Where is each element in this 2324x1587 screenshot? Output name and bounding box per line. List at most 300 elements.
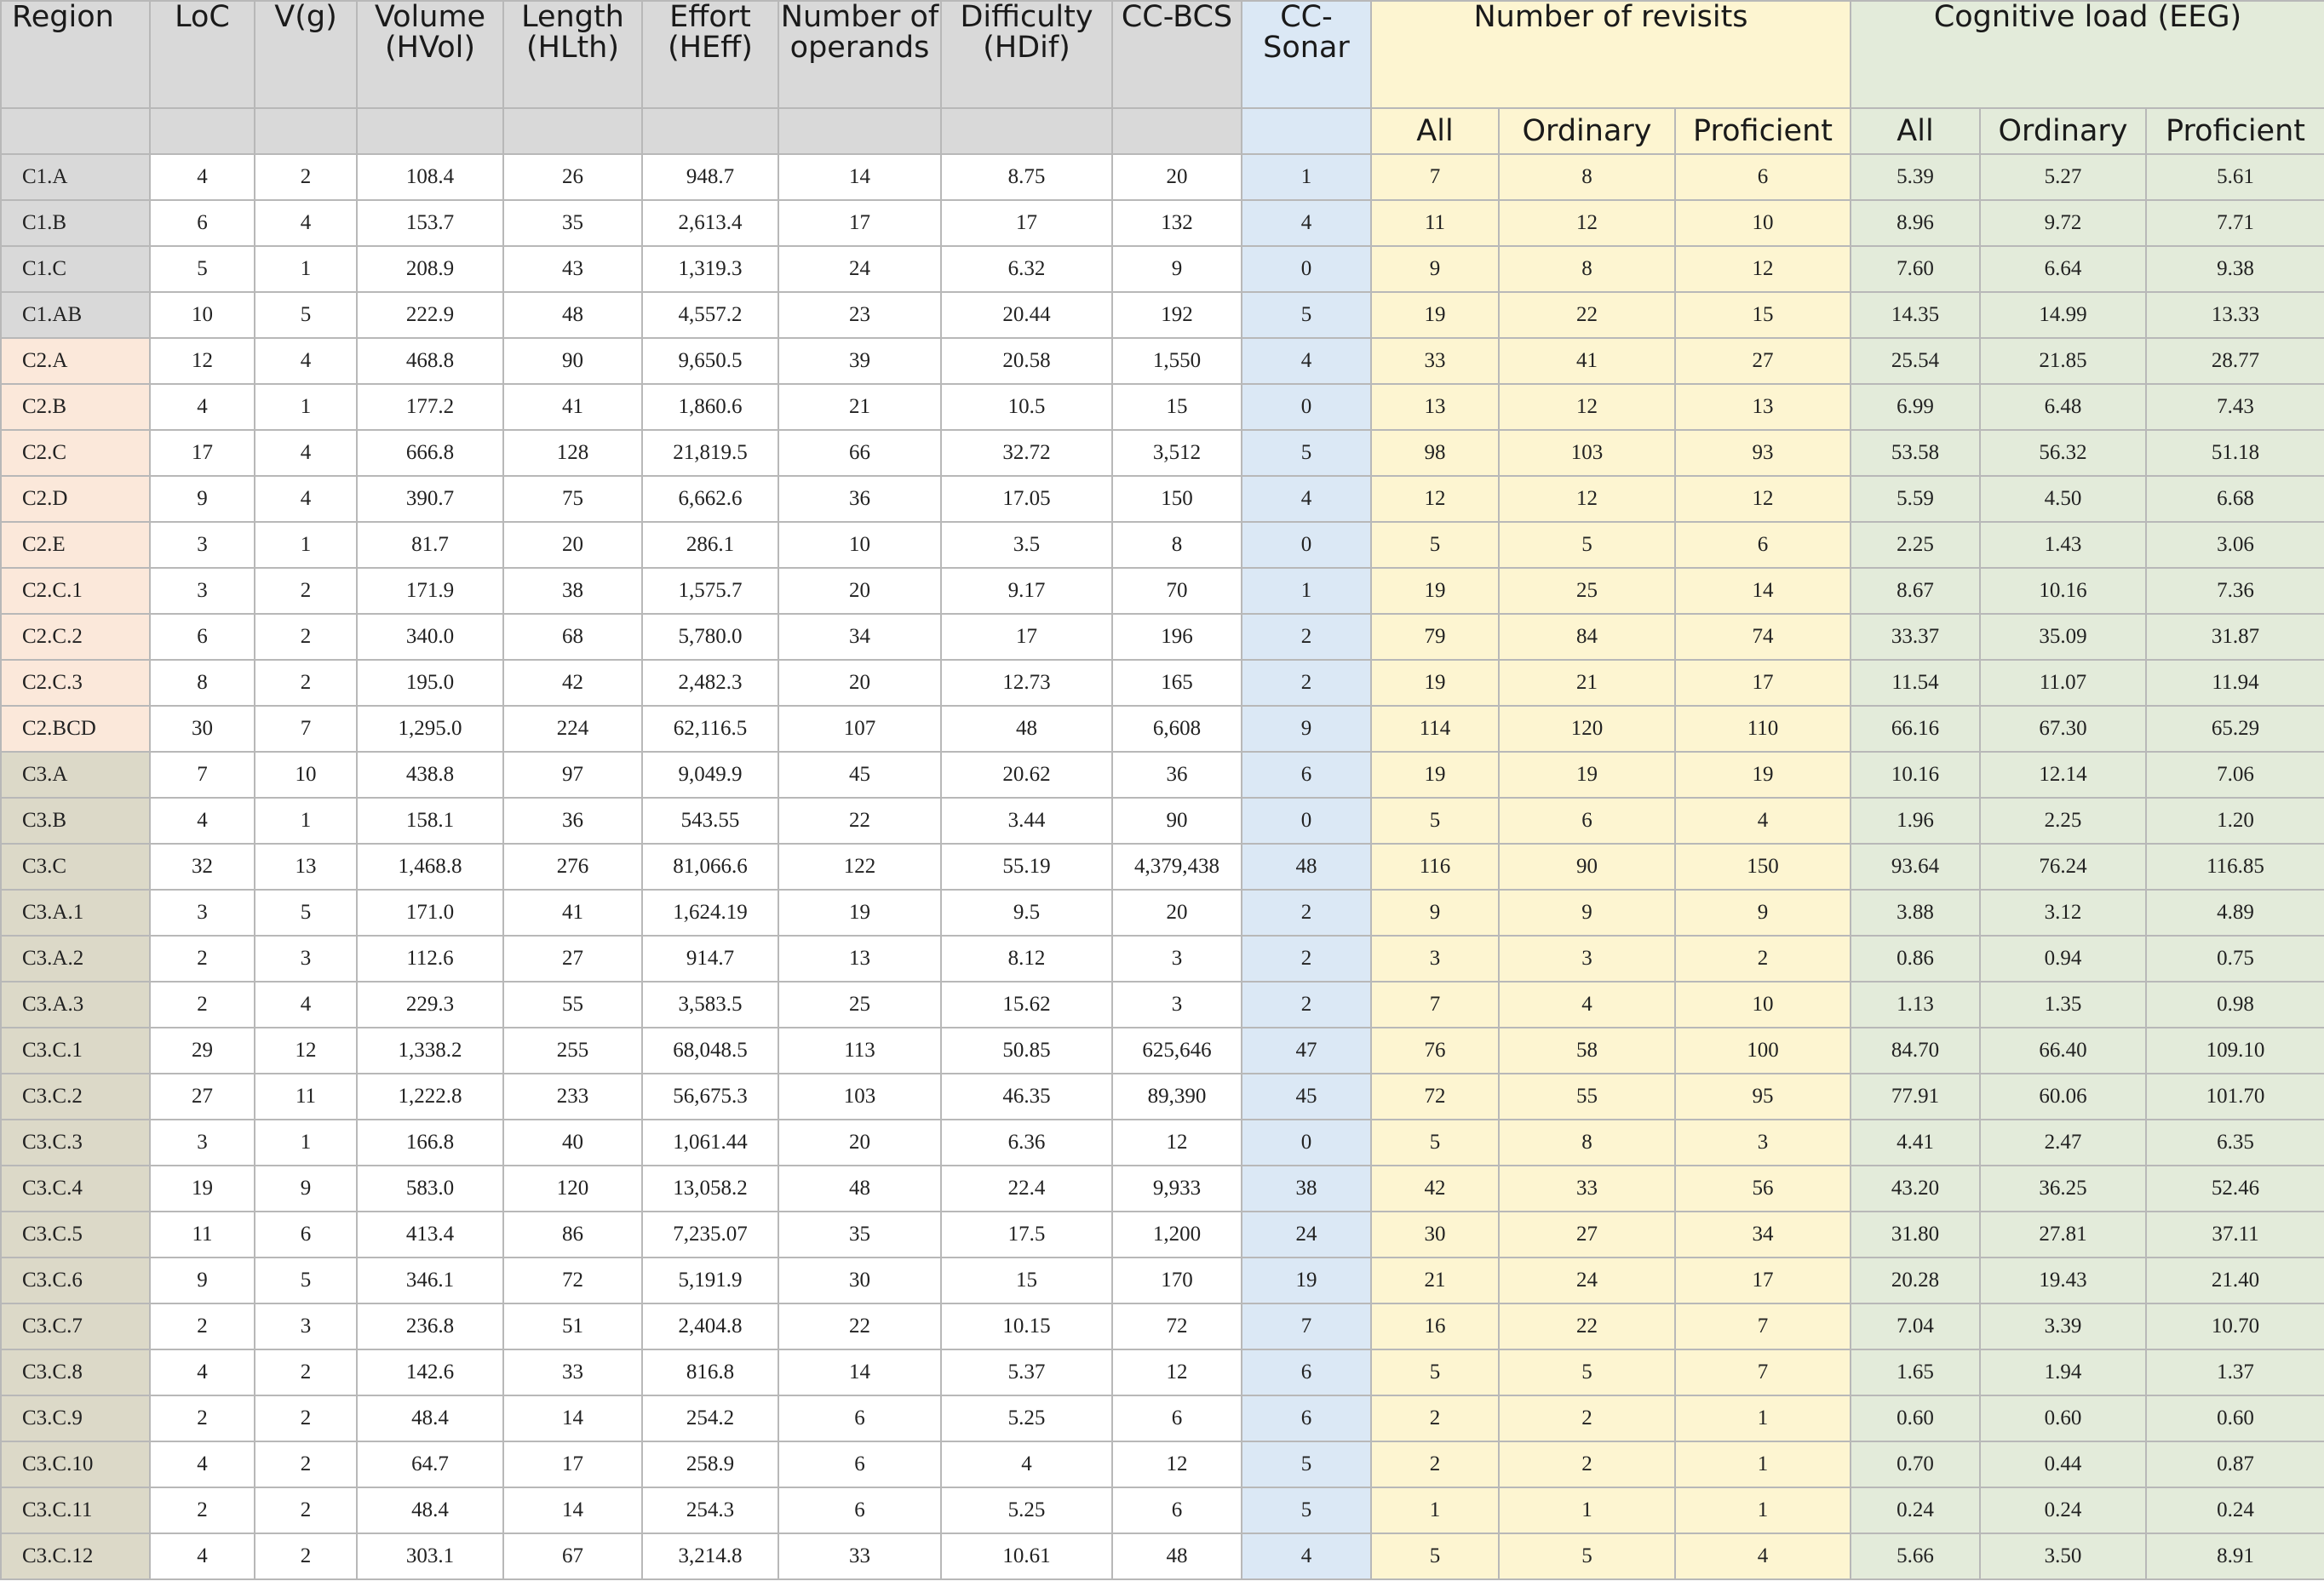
cell-eeg-all: 5.66	[1851, 1533, 1980, 1579]
cell-revisits-proficient: 6	[1675, 522, 1851, 568]
cell-effort: 1,575.7	[642, 568, 778, 614]
cell-length: 38	[503, 568, 642, 614]
cell-length: 128	[503, 430, 642, 476]
table-row	[1, 1074, 2324, 1120]
cell-loc: 4	[150, 798, 255, 844]
table-row	[1, 752, 2324, 798]
cell-revisits-all: 16	[1371, 1303, 1499, 1349]
cell-region: C3.A	[1, 752, 150, 798]
cell-revisits-all: 3	[1371, 936, 1499, 982]
subheader-eeg-ordinary: Ordinary	[1980, 108, 2146, 154]
cell-cc-sonar: 19	[1242, 1258, 1371, 1303]
cell-eeg-all: 93.64	[1851, 844, 1980, 890]
col-header-cc-bcs: CC-BCS	[1112, 1, 1242, 108]
cell-length: 20	[503, 522, 642, 568]
cell-eeg-proficient: 13.33	[2146, 292, 2324, 338]
cell-effort: 2,404.8	[642, 1303, 778, 1349]
col-header-effort: Effort (HEff)	[642, 1, 778, 108]
cell-revisits-all: 19	[1371, 568, 1499, 614]
table-row	[1, 1303, 2324, 1349]
cell-operands: 22	[778, 798, 941, 844]
cell-effort: 13,058.2	[642, 1166, 778, 1212]
cell-loc: 3	[150, 568, 255, 614]
cell-revisits-all: 19	[1371, 660, 1499, 706]
cell-operands: 14	[778, 154, 941, 200]
cell-revisits-all: 7	[1371, 154, 1499, 200]
table-row	[1, 476, 2324, 522]
cell-eeg-ordinary: 11.07	[1980, 660, 2146, 706]
cell-revisits-proficient: 12	[1675, 246, 1851, 292]
cell-volume: 112.6	[357, 936, 503, 982]
cell-effort: 254.3	[642, 1487, 778, 1533]
cell-vg: 1	[255, 384, 357, 430]
cell-volume: 1,222.8	[357, 1074, 503, 1120]
cell-eeg-ordinary: 19.43	[1980, 1258, 2146, 1303]
cell-region: C2.C.3	[1, 660, 150, 706]
cell-eeg-proficient: 0.75	[2146, 936, 2324, 982]
cell-difficulty: 9.5	[941, 890, 1112, 936]
cell-eeg-proficient: 116.85	[2146, 844, 2324, 890]
cell-vg: 4	[255, 982, 357, 1028]
cell-eeg-all: 20.28	[1851, 1258, 1980, 1303]
cell-operands: 19	[778, 890, 941, 936]
cell-eeg-all: 7.04	[1851, 1303, 1980, 1349]
cell-revisits-ordinary: 120	[1499, 706, 1675, 752]
cell-length: 255	[503, 1028, 642, 1074]
cell-revisits-proficient: 1	[1675, 1441, 1851, 1487]
cell-region: C3.C.12	[1, 1533, 150, 1579]
table-row	[1, 798, 2324, 844]
cell-eeg-proficient: 7.71	[2146, 200, 2324, 246]
cell-revisits-all: 5	[1371, 798, 1499, 844]
cell-cc-sonar: 4	[1242, 476, 1371, 522]
cell-vg: 2	[255, 1395, 357, 1441]
cell-difficulty: 6.36	[941, 1120, 1112, 1166]
cell-cc-bcs: 3	[1112, 936, 1242, 982]
cell-operands: 113	[778, 1028, 941, 1074]
cell-region: C2.A	[1, 338, 150, 384]
table-row	[1, 660, 2324, 706]
cell-revisits-all: 19	[1371, 292, 1499, 338]
cell-region: C3.C.1	[1, 1028, 150, 1074]
cell-eeg-all: 7.60	[1851, 246, 1980, 292]
cell-difficulty: 10.61	[941, 1533, 1112, 1579]
cell-region: C3.B	[1, 798, 150, 844]
cell-eeg-all: 66.16	[1851, 706, 1980, 752]
cell-difficulty: 5.37	[941, 1349, 1112, 1395]
cell-region: C1.AB	[1, 292, 150, 338]
cell-operands: 33	[778, 1533, 941, 1579]
cell-operands: 14	[778, 1349, 941, 1395]
cell-eeg-all: 33.37	[1851, 614, 1980, 660]
cell-eeg-ordinary: 6.64	[1980, 246, 2146, 292]
table-row	[1, 1395, 2324, 1441]
cell-operands: 20	[778, 660, 941, 706]
cell-volume: 236.8	[357, 1303, 503, 1349]
cell-difficulty: 20.44	[941, 292, 1112, 338]
cell-revisits-proficient: 27	[1675, 338, 1851, 384]
cell-effort: 543.55	[642, 798, 778, 844]
subheader-blank	[941, 108, 1112, 154]
cell-revisits-proficient: 4	[1675, 1533, 1851, 1579]
table-row	[1, 522, 2324, 568]
cell-cc-bcs: 48	[1112, 1533, 1242, 1579]
cell-revisits-all: 5	[1371, 1533, 1499, 1579]
cell-effort: 816.8	[642, 1349, 778, 1395]
cell-revisits-proficient: 17	[1675, 660, 1851, 706]
cell-effort: 2,613.4	[642, 200, 778, 246]
cell-eeg-ordinary: 2.25	[1980, 798, 2146, 844]
cell-revisits-ordinary: 24	[1499, 1258, 1675, 1303]
cell-revisits-ordinary: 2	[1499, 1441, 1675, 1487]
cell-revisits-proficient: 3	[1675, 1120, 1851, 1166]
cell-effort: 9,049.9	[642, 752, 778, 798]
cell-operands: 25	[778, 982, 941, 1028]
cell-eeg-proficient: 7.43	[2146, 384, 2324, 430]
cell-cc-bcs: 165	[1112, 660, 1242, 706]
table-row	[1, 1258, 2324, 1303]
cell-eeg-all: 2.25	[1851, 522, 1980, 568]
cell-volume: 166.8	[357, 1120, 503, 1166]
cell-eeg-all: 31.80	[1851, 1212, 1980, 1258]
table-row	[1, 936, 2324, 982]
table-header	[1, 1, 2324, 154]
cell-region: C1.B	[1, 200, 150, 246]
cell-revisits-all: 33	[1371, 338, 1499, 384]
cell-vg: 1	[255, 246, 357, 292]
cell-cc-bcs: 3	[1112, 982, 1242, 1028]
table-row	[1, 1441, 2324, 1487]
cell-vg: 1	[255, 1120, 357, 1166]
cell-cc-sonar: 9	[1242, 706, 1371, 752]
cell-revisits-proficient: 56	[1675, 1166, 1851, 1212]
cell-loc: 2	[150, 936, 255, 982]
cell-volume: 1,468.8	[357, 844, 503, 890]
cell-revisits-proficient: 110	[1675, 706, 1851, 752]
cell-volume: 142.6	[357, 1349, 503, 1395]
cell-volume: 158.1	[357, 798, 503, 844]
cell-effort: 3,214.8	[642, 1533, 778, 1579]
cell-cc-sonar: 5	[1242, 292, 1371, 338]
cell-cc-bcs: 6	[1112, 1395, 1242, 1441]
cell-revisits-ordinary: 5	[1499, 1533, 1675, 1579]
cell-revisits-all: 5	[1371, 1349, 1499, 1395]
cell-eeg-ordinary: 66.40	[1980, 1028, 2146, 1074]
table-row	[1, 1487, 2324, 1533]
cell-cc-sonar: 0	[1242, 384, 1371, 430]
cell-length: 40	[503, 1120, 642, 1166]
cell-operands: 30	[778, 1258, 941, 1303]
cell-revisits-proficient: 1	[1675, 1487, 1851, 1533]
cell-region: C3.C.9	[1, 1395, 150, 1441]
cell-effort: 6,662.6	[642, 476, 778, 522]
subheader-blank	[1242, 108, 1371, 154]
cell-revisits-ordinary: 21	[1499, 660, 1675, 706]
cell-region: C3.A.2	[1, 936, 150, 982]
cell-cc-sonar: 7	[1242, 1303, 1371, 1349]
cell-cc-bcs: 12	[1112, 1120, 1242, 1166]
cell-vg: 2	[255, 1349, 357, 1395]
cell-loc: 11	[150, 1212, 255, 1258]
cell-cc-sonar: 48	[1242, 844, 1371, 890]
cell-vg: 12	[255, 1028, 357, 1074]
cell-effort: 5,191.9	[642, 1258, 778, 1303]
cell-eeg-proficient: 1.20	[2146, 798, 2324, 844]
table-row	[1, 1028, 2324, 1074]
cell-cc-sonar: 0	[1242, 798, 1371, 844]
cell-cc-sonar: 2	[1242, 614, 1371, 660]
cell-operands: 122	[778, 844, 941, 890]
cell-loc: 2	[150, 1395, 255, 1441]
subheader-blank	[1, 108, 150, 154]
cell-difficulty: 50.85	[941, 1028, 1112, 1074]
table-row	[1, 1212, 2324, 1258]
subheader-eeg-all: All	[1851, 108, 1980, 154]
cell-eeg-all: 0.60	[1851, 1395, 1980, 1441]
cell-revisits-all: 79	[1371, 614, 1499, 660]
cell-length: 27	[503, 936, 642, 982]
cell-revisits-ordinary: 3	[1499, 936, 1675, 982]
cell-cc-sonar: 0	[1242, 1120, 1371, 1166]
subheader-revisits-proficient: Proficient	[1675, 108, 1851, 154]
cell-volume: 1,338.2	[357, 1028, 503, 1074]
cell-revisits-proficient: 95	[1675, 1074, 1851, 1120]
cell-difficulty: 20.58	[941, 338, 1112, 384]
cell-revisits-all: 42	[1371, 1166, 1499, 1212]
cell-region: C2.B	[1, 384, 150, 430]
cell-vg: 2	[255, 154, 357, 200]
cell-cc-bcs: 132	[1112, 200, 1242, 246]
cell-eeg-all: 3.88	[1851, 890, 1980, 936]
cell-vg: 2	[255, 568, 357, 614]
cell-region: C3.C.6	[1, 1258, 150, 1303]
cell-eeg-proficient: 9.38	[2146, 246, 2324, 292]
subheader-blank	[503, 108, 642, 154]
cell-revisits-ordinary: 5	[1499, 522, 1675, 568]
cell-cc-bcs: 6,608	[1112, 706, 1242, 752]
cell-cc-bcs: 90	[1112, 798, 1242, 844]
cell-revisits-proficient: 4	[1675, 798, 1851, 844]
cell-region: C2.C.2	[1, 614, 150, 660]
cell-difficulty: 48	[941, 706, 1112, 752]
cell-cc-bcs: 70	[1112, 568, 1242, 614]
cell-region: C2.BCD	[1, 706, 150, 752]
cell-cc-sonar: 6	[1242, 1395, 1371, 1441]
cell-operands: 48	[778, 1166, 941, 1212]
table-row	[1, 614, 2324, 660]
table-row	[1, 1349, 2324, 1395]
cell-eeg-all: 84.70	[1851, 1028, 1980, 1074]
cell-eeg-proficient: 0.87	[2146, 1441, 2324, 1487]
col-header-difficulty: Difficulty (HDif)	[941, 1, 1112, 108]
cell-eeg-ordinary: 1.35	[1980, 982, 2146, 1028]
cell-cc-bcs: 9,933	[1112, 1166, 1242, 1212]
cell-volume: 171.9	[357, 568, 503, 614]
cell-revisits-ordinary: 8	[1499, 1120, 1675, 1166]
cell-eeg-ordinary: 36.25	[1980, 1166, 2146, 1212]
cell-vg: 4	[255, 430, 357, 476]
cell-eeg-all: 10.16	[1851, 752, 1980, 798]
cell-revisits-proficient: 15	[1675, 292, 1851, 338]
cell-cc-sonar: 0	[1242, 522, 1371, 568]
cell-length: 17	[503, 1441, 642, 1487]
cell-difficulty: 8.75	[941, 154, 1112, 200]
cell-cc-sonar: 5	[1242, 1487, 1371, 1533]
cell-revisits-proficient: 1	[1675, 1395, 1851, 1441]
cell-volume: 108.4	[357, 154, 503, 200]
cell-eeg-all: 5.59	[1851, 476, 1980, 522]
cell-cc-sonar: 1	[1242, 568, 1371, 614]
cell-loc: 6	[150, 614, 255, 660]
cell-revisits-ordinary: 33	[1499, 1166, 1675, 1212]
cell-cc-bcs: 1,200	[1112, 1212, 1242, 1258]
cell-vg: 11	[255, 1074, 357, 1120]
cell-length: 41	[503, 384, 642, 430]
cell-revisits-proficient: 14	[1675, 568, 1851, 614]
cell-eeg-all: 0.86	[1851, 936, 1980, 982]
table-row	[1, 1120, 2324, 1166]
cell-volume: 81.7	[357, 522, 503, 568]
cell-length: 43	[503, 246, 642, 292]
cell-difficulty: 3.44	[941, 798, 1112, 844]
cell-eeg-all: 8.96	[1851, 200, 1980, 246]
cell-cc-sonar: 2	[1242, 660, 1371, 706]
cell-revisits-ordinary: 6	[1499, 798, 1675, 844]
cell-revisits-all: 5	[1371, 1120, 1499, 1166]
cell-eeg-proficient: 6.35	[2146, 1120, 2324, 1166]
cell-volume: 340.0	[357, 614, 503, 660]
cell-revisits-all: 2	[1371, 1441, 1499, 1487]
cell-eeg-ordinary: 3.50	[1980, 1533, 2146, 1579]
cell-eeg-proficient: 8.91	[2146, 1533, 2324, 1579]
cell-revisits-ordinary: 58	[1499, 1028, 1675, 1074]
cell-revisits-ordinary: 8	[1499, 246, 1675, 292]
cell-revisits-all: 30	[1371, 1212, 1499, 1258]
cell-eeg-ordinary: 12.14	[1980, 752, 2146, 798]
cell-region: C1.C	[1, 246, 150, 292]
cell-revisits-proficient: 74	[1675, 614, 1851, 660]
cell-difficulty: 10.5	[941, 384, 1112, 430]
cell-cc-bcs: 20	[1112, 890, 1242, 936]
cell-cc-sonar: 5	[1242, 1441, 1371, 1487]
cell-loc: 5	[150, 246, 255, 292]
subheader-blank	[778, 108, 941, 154]
cell-cc-bcs: 192	[1112, 292, 1242, 338]
cell-revisits-ordinary: 27	[1499, 1212, 1675, 1258]
cell-revisits-all: 13	[1371, 384, 1499, 430]
cell-revisits-proficient: 17	[1675, 1258, 1851, 1303]
cell-eeg-all: 4.41	[1851, 1120, 1980, 1166]
cell-revisits-ordinary: 22	[1499, 292, 1675, 338]
cell-loc: 12	[150, 338, 255, 384]
cell-volume: 583.0	[357, 1166, 503, 1212]
cell-length: 75	[503, 476, 642, 522]
cell-effort: 21,819.5	[642, 430, 778, 476]
cell-operands: 45	[778, 752, 941, 798]
cell-cc-sonar: 45	[1242, 1074, 1371, 1120]
cell-difficulty: 20.62	[941, 752, 1112, 798]
cell-volume: 48.4	[357, 1487, 503, 1533]
cell-eeg-all: 77.91	[1851, 1074, 1980, 1120]
cell-operands: 22	[778, 1303, 941, 1349]
cell-region: C1.A	[1, 154, 150, 200]
cell-length: 42	[503, 660, 642, 706]
cell-effort: 56,675.3	[642, 1074, 778, 1120]
cell-revisits-ordinary: 22	[1499, 1303, 1675, 1349]
subheader-blank	[150, 108, 255, 154]
cell-eeg-proficient: 11.94	[2146, 660, 2324, 706]
cell-vg: 3	[255, 1303, 357, 1349]
cell-length: 55	[503, 982, 642, 1028]
cell-eeg-all: 8.67	[1851, 568, 1980, 614]
cell-loc: 17	[150, 430, 255, 476]
cell-operands: 6	[778, 1395, 941, 1441]
cell-operands: 20	[778, 568, 941, 614]
cell-vg: 2	[255, 614, 357, 660]
cell-difficulty: 10.15	[941, 1303, 1112, 1349]
cell-operands: 107	[778, 706, 941, 752]
cell-cc-sonar: 38	[1242, 1166, 1371, 1212]
cell-revisits-proficient: 6	[1675, 154, 1851, 200]
cell-eeg-ordinary: 60.06	[1980, 1074, 2146, 1120]
cell-eeg-ordinary: 3.12	[1980, 890, 2146, 936]
cell-effort: 7,235.07	[642, 1212, 778, 1258]
cell-eeg-ordinary: 0.94	[1980, 936, 2146, 982]
cell-eeg-ordinary: 0.44	[1980, 1441, 2146, 1487]
cell-operands: 6	[778, 1487, 941, 1533]
cell-eeg-all: 5.39	[1851, 154, 1980, 200]
cell-cc-sonar: 2	[1242, 890, 1371, 936]
cell-revisits-proficient: 150	[1675, 844, 1851, 890]
cell-vg: 1	[255, 798, 357, 844]
table-row	[1, 1533, 2324, 1579]
cell-effort: 4,557.2	[642, 292, 778, 338]
cell-eeg-proficient: 51.18	[2146, 430, 2324, 476]
cell-region: C3.C.11	[1, 1487, 150, 1533]
cell-length: 51	[503, 1303, 642, 1349]
cell-vg: 1	[255, 522, 357, 568]
cell-region: C2.D	[1, 476, 150, 522]
table-row	[1, 430, 2324, 476]
cell-operands: 13	[778, 936, 941, 982]
cell-revisits-proficient: 100	[1675, 1028, 1851, 1074]
cell-revisits-ordinary: 9	[1499, 890, 1675, 936]
cell-revisits-proficient: 9	[1675, 890, 1851, 936]
cell-vg: 2	[255, 1487, 357, 1533]
cell-difficulty: 3.5	[941, 522, 1112, 568]
table-row	[1, 1166, 2324, 1212]
cell-cc-sonar: 4	[1242, 338, 1371, 384]
cell-effort: 258.9	[642, 1441, 778, 1487]
cell-operands: 103	[778, 1074, 941, 1120]
cell-loc: 3	[150, 522, 255, 568]
cell-difficulty: 6.32	[941, 246, 1112, 292]
cell-loc: 9	[150, 1258, 255, 1303]
col-header-loc: LoC	[150, 1, 255, 108]
cell-effort: 1,061.44	[642, 1120, 778, 1166]
cell-revisits-proficient: 13	[1675, 384, 1851, 430]
cell-effort: 914.7	[642, 936, 778, 982]
cell-eeg-proficient: 0.98	[2146, 982, 2324, 1028]
cell-revisits-proficient: 7	[1675, 1349, 1851, 1395]
cell-eeg-proficient: 0.60	[2146, 1395, 2324, 1441]
cell-operands: 10	[778, 522, 941, 568]
cell-loc: 32	[150, 844, 255, 890]
cell-revisits-proficient: 7	[1675, 1303, 1851, 1349]
cell-cc-sonar: 47	[1242, 1028, 1371, 1074]
cell-eeg-all: 25.54	[1851, 338, 1980, 384]
cell-effort: 2,482.3	[642, 660, 778, 706]
